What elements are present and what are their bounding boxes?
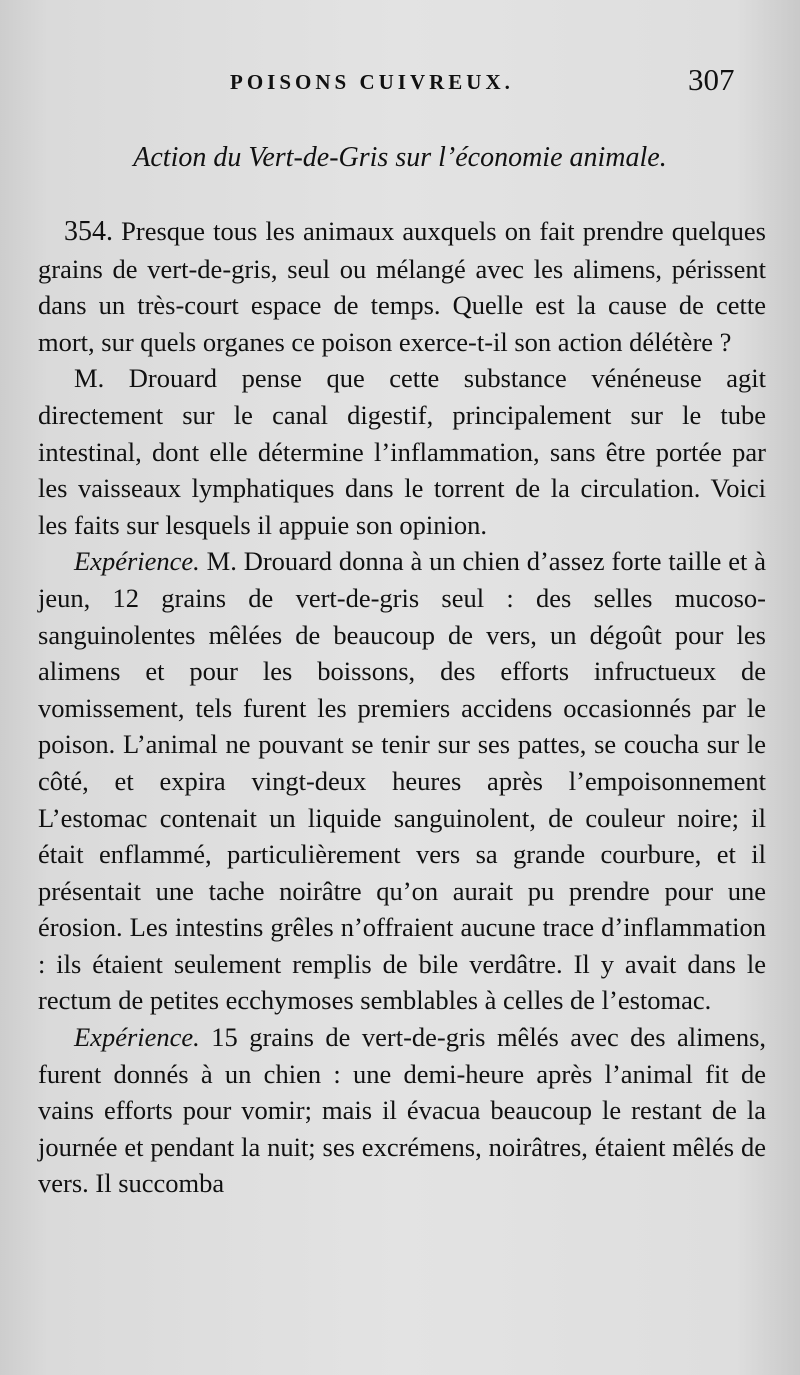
- section-title: Action du Vert-de-Gris sur l’économie animale.: [133, 142, 667, 173]
- paragraph-number: 354.: [64, 216, 113, 247]
- body-text: [38, 213, 766, 1202]
- paragraph-drouard: [38, 360, 766, 543]
- paragraph-354: [38, 213, 766, 360]
- page-number: 307: [688, 62, 735, 97]
- running-header: [0, 62, 800, 102]
- paragraph-text: Presque tous les animaux auxquels on fait prendre quelques grains de vert-de-gris, seul ou mélangé avec les alimens, périssent dans un très-court espace de temps. Quelle est la cause de cette mort, sur quels organes ce poison exerce-t-il son action délétère ?: [38, 216, 766, 357]
- paragraph-text: 15 grains de vert-de-gris mêlés avec des alimens, furent donnés à un chien : une demi-heure après l’animal fit de vains efforts pour vomir; mais il évacua beaucoup le restant de la journée et pendant la nuit; ses excrémens, noirâtres, étaient mêlés de vers. Il succomba: [38, 1022, 767, 1199]
- paragraph-experience-2: [38, 1019, 766, 1202]
- running-title: POISONS CUIVREUX.: [230, 70, 514, 94]
- paragraph-text: M. Drouard pense que cette substance vénéneuse agit directement sur le canal digestif, principalement sur le tube intestinal, dont elle détermine l’inflammation, sans être portée par les vaisseaux lymphatiques dans le torrent de la circulation. Voici les faits sur lesquels il appuie son opinion.: [38, 363, 766, 540]
- paragraph-experience-1: [38, 543, 766, 1019]
- paragraph-text: M. Drouard donna à un chien d’assez forte taille et à jeun, 12 grains de vert-de-gris seul : des selles mucoso-sanguinolentes mêlées de beaucoup de vers, un dégoût pour les alimens et pour les boissons, des efforts infructueux de vomissement, tels furent les premiers accidens occasionnés par le poison. L’animal ne pouvant se tenir sur ses pattes, se coucha sur le côté, et expira vingt-deux heures après l’empoisonnement L’estomac contenait un liquide sanguinolent, de couleur noire; il était enflammé, particulièrement vers sa grande courbure, et il présentait une tache noirâtre qu’on aurait pu prendre pour une érosion. Les intestins grêles n’offraient aucune trace d’inflammation : ils étaient seulement remplis de bile verdâtre. Il y avait dans le rectum de petites ecchymoses semblables à celles de l’estomac.: [38, 546, 766, 1016]
- experience-label: Expérience.: [74, 1022, 200, 1053]
- experience-label: Expérience.: [74, 546, 200, 577]
